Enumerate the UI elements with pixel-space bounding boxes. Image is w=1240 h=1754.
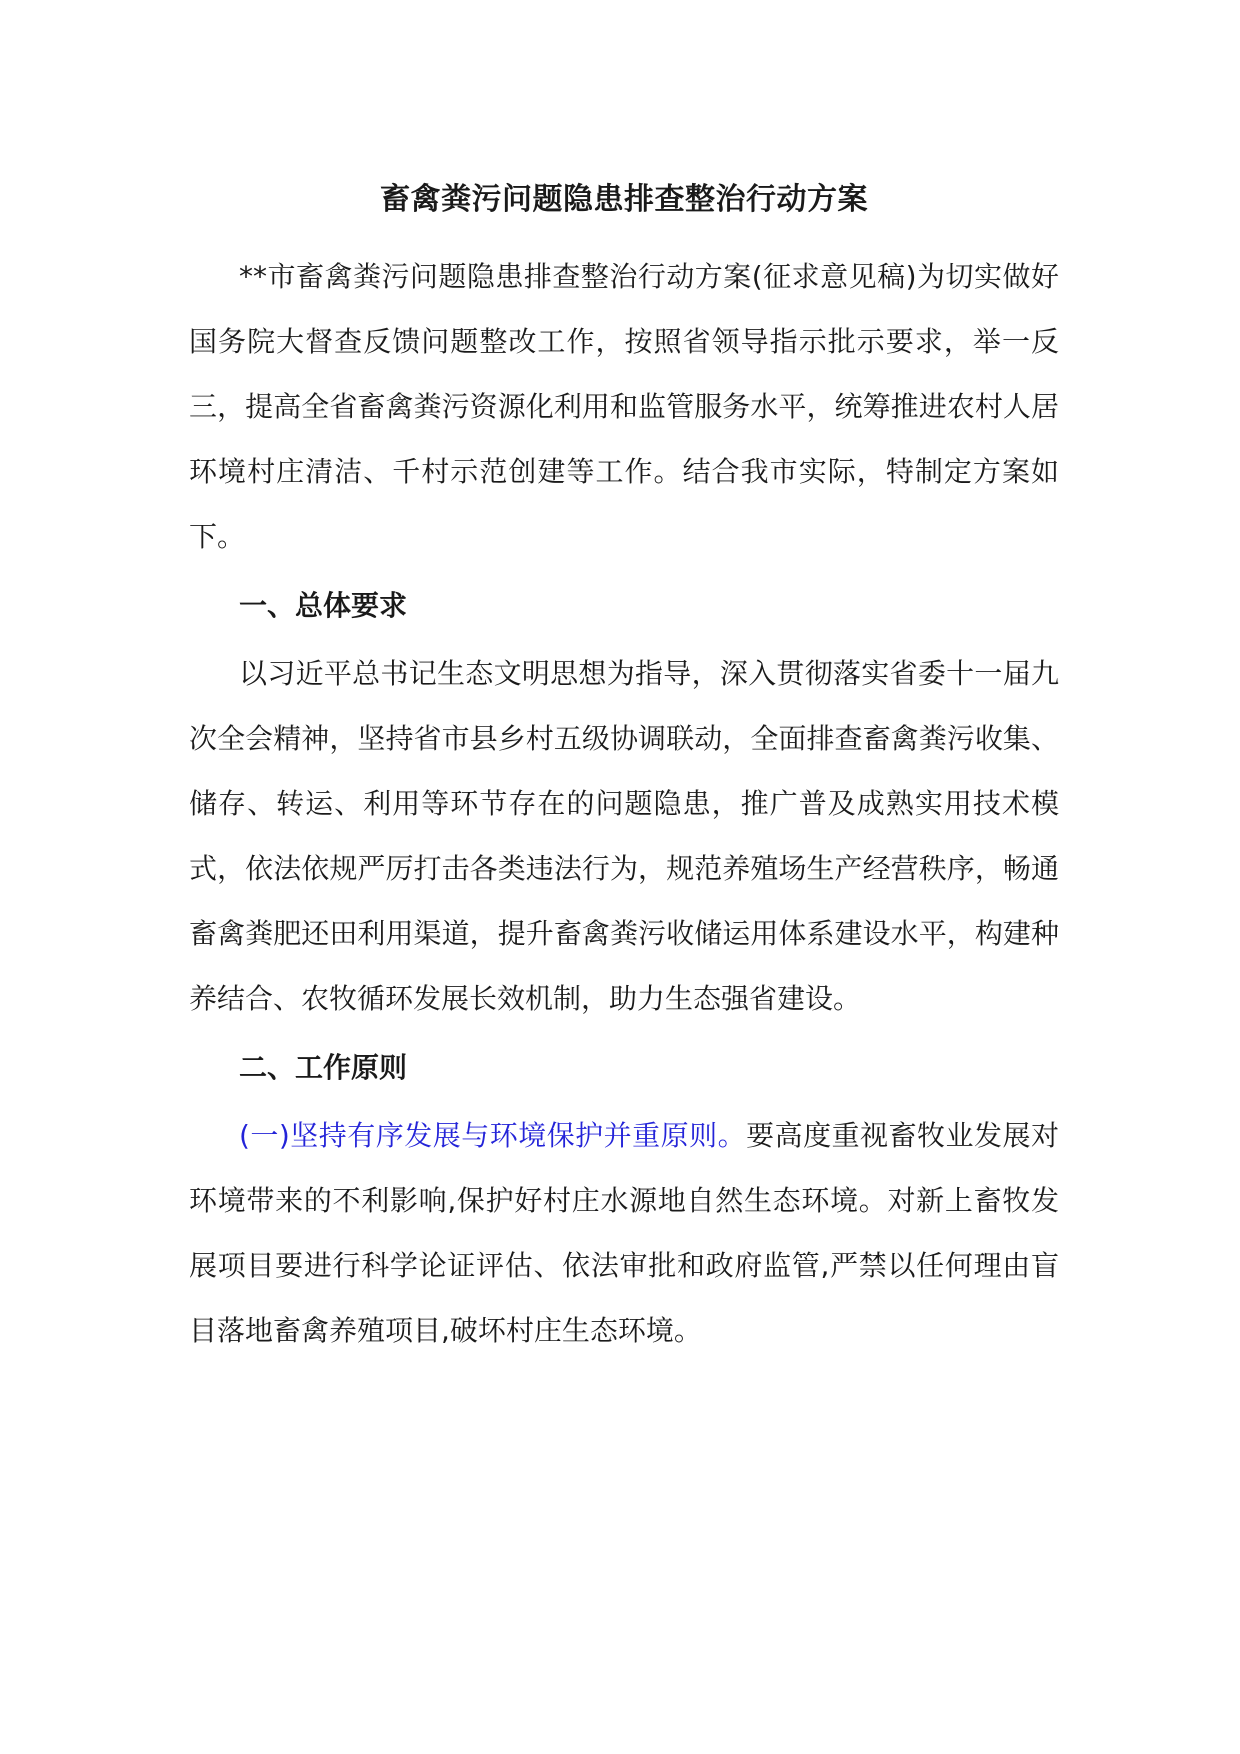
section-heading-work-principles: 二、工作原则 (239, 1051, 408, 1084)
principle-1-lead: (一)坚持有序发展与环境保护并重原则。 (239, 1119, 747, 1152)
principle-1-body: 要高度重视畜牧业发展对环境带来的不利影响,保护好村庄水源地自然生态环境。对新上畜牧发展项目要进行科学论证评估、依法审批和政府监管,严禁以任何理由盲目落地畜禽养殖项目,破坏村庄生态环境。 (189, 1119, 1059, 1347)
document-page (189, 170, 1059, 1363)
section-paragraph-principle-1 (189, 1103, 1059, 1363)
intro-paragraph: **市畜禽粪污问题隐患排查整治行动方案(征求意见稿)为切实做好国务院大督查反馈问题整改工作，按照省领导指示批示要求，举一反三，提高全省畜禽粪污资源化利用和监管服务水平，统筹推进农村人居环境村庄清洁、千村示范创建等工作。结合我市实际，特制定方案如下。 (189, 260, 1059, 553)
section-heading-general-requirements: 一、总体要求 (239, 589, 408, 622)
document-title: 畜禽粪污问题隐患排查整治行动方案 (380, 182, 868, 217)
section-body-general-requirements: 以习近平总书记生态文明思想为指导，深入贯彻落实省委十一届九次全会精神，坚持省市县乡村五级协调联动，全面排查畜禽粪污收集、储存、转运、利用等环节存在的问题隐患，推广普及成熟实用技术模式，依法依规严厉打击各类违法行为，规范养殖场生产经营秩序，畅通畜禽粪肥还田利用渠道，提升畜禽粪污收储运用体系建设水平，构建种养结合、农牧循环发展长效机制，助力生态强省建设。 (189, 657, 1059, 1015)
